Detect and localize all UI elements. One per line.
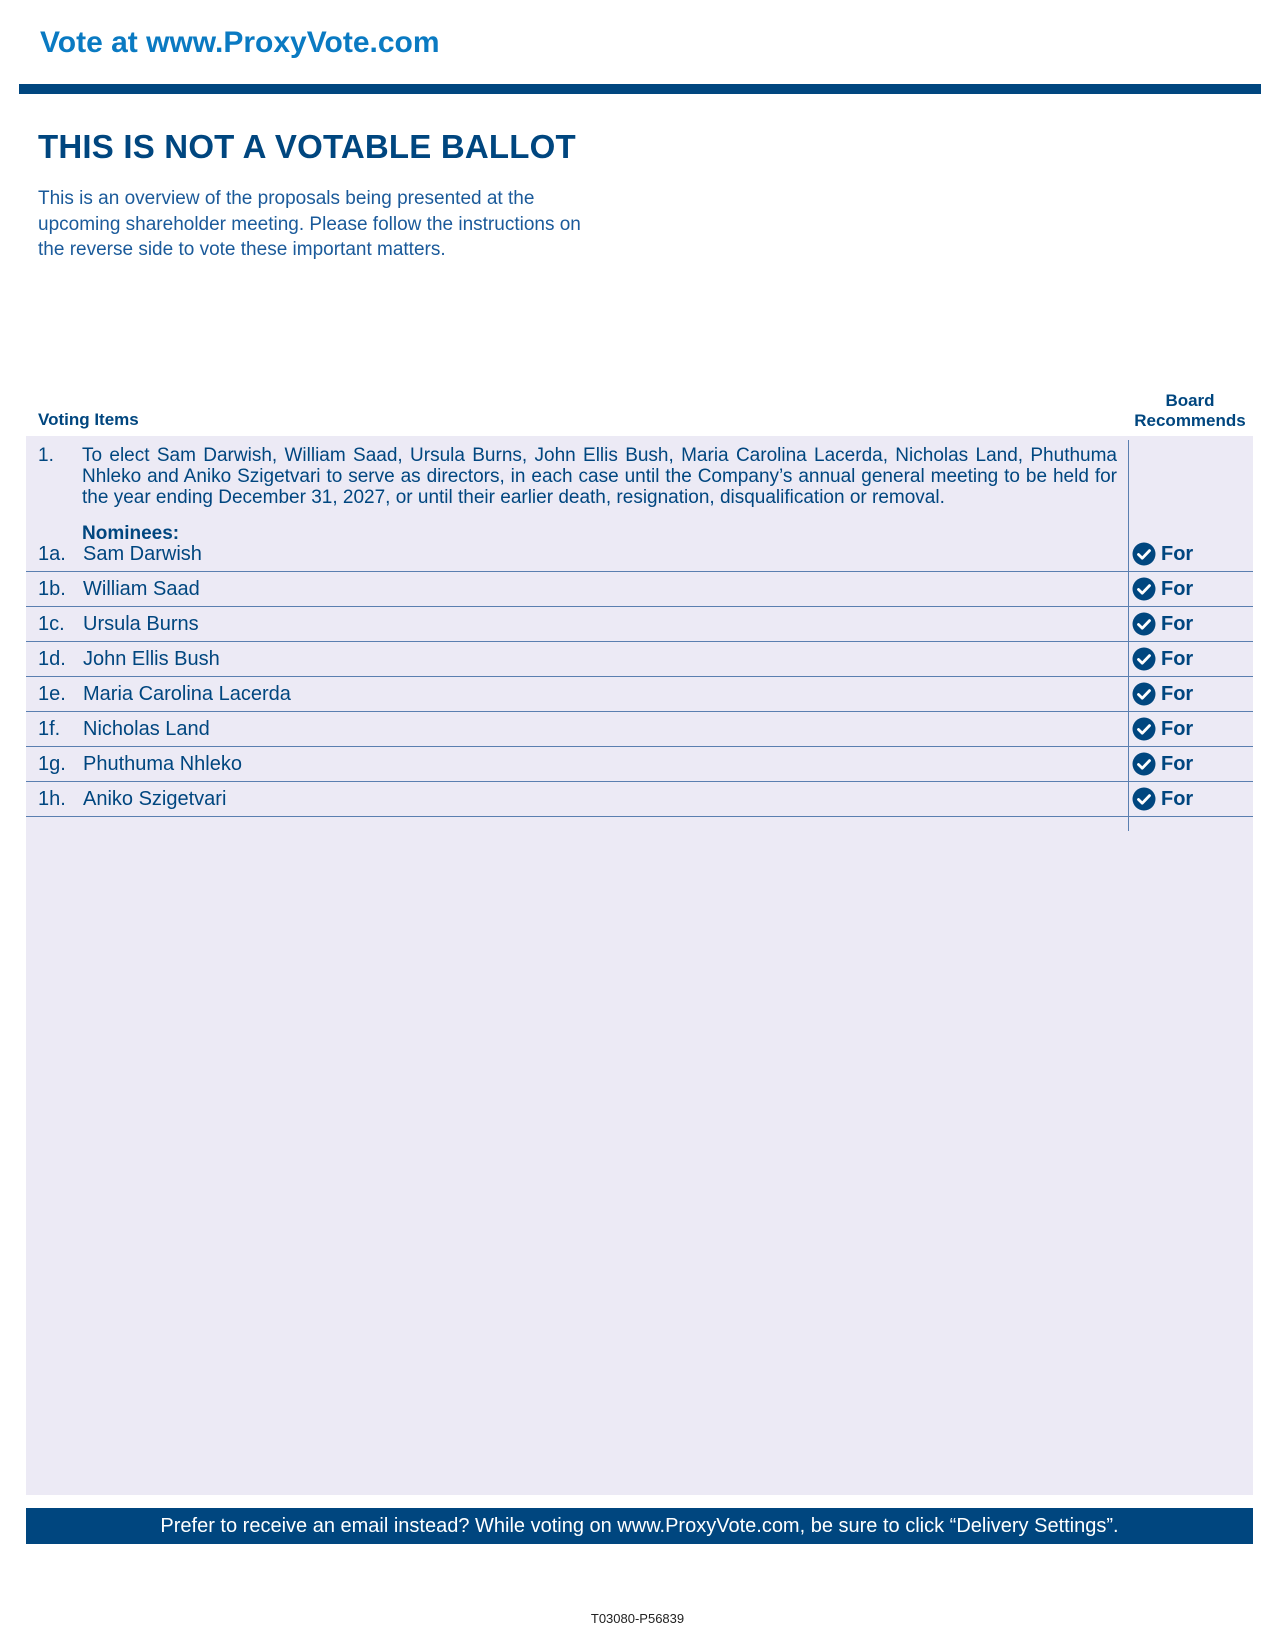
header-rule bbox=[19, 84, 1261, 94]
nominee-number: 1f. bbox=[38, 718, 61, 740]
nominee-number: 1e. bbox=[38, 683, 66, 705]
board-recommendation bbox=[1132, 647, 1193, 671]
nominee-number: 1g. bbox=[38, 753, 66, 775]
nominee-name: Phuthuma Nhleko bbox=[83, 753, 242, 775]
nominee-row bbox=[26, 642, 1253, 677]
nominee-name: John Ellis Bush bbox=[83, 648, 220, 670]
recommendation-label: For bbox=[1161, 577, 1194, 600]
intro-text bbox=[38, 186, 638, 263]
nominee-number: 1a. bbox=[38, 543, 66, 565]
nominee-number: 1c. bbox=[38, 613, 65, 635]
recommendation-label: For bbox=[1161, 682, 1194, 705]
board-header-line: Board bbox=[1165, 391, 1215, 410]
check-circle-icon bbox=[1132, 542, 1156, 566]
board-recommendation bbox=[1132, 717, 1193, 741]
nominee-row bbox=[26, 677, 1253, 712]
recommendation-label: For bbox=[1161, 717, 1194, 740]
check-circle-icon bbox=[1132, 577, 1156, 601]
recommendation-label: For bbox=[1161, 787, 1194, 810]
nominee-row bbox=[26, 572, 1253, 607]
board-recommendation bbox=[1132, 577, 1193, 601]
check-circle-icon bbox=[1132, 787, 1156, 811]
board-recommendation bbox=[1132, 542, 1193, 566]
nominee-row bbox=[26, 607, 1253, 642]
nominee-name: Ursula Burns bbox=[83, 613, 199, 635]
recommendation-label: For bbox=[1161, 752, 1194, 775]
nominees-label: Nominees: bbox=[82, 523, 180, 544]
document-code: T03080-P56839 bbox=[590, 1611, 685, 1626]
board-recommends-header bbox=[1120, 391, 1260, 430]
check-circle-icon bbox=[1132, 717, 1156, 741]
nominee-name: Nicholas Land bbox=[83, 718, 210, 740]
recommendation-label: For bbox=[1161, 542, 1194, 565]
board-recommendation bbox=[1132, 787, 1193, 811]
check-circle-icon bbox=[1132, 612, 1156, 636]
proxyvote-link[interactable]: Vote at www.ProxyVote.com bbox=[40, 26, 440, 59]
nominee-row bbox=[26, 747, 1253, 782]
nominee-row bbox=[26, 712, 1253, 747]
intro-line: upcoming shareholder meeting. Please follow the instructions on bbox=[38, 213, 581, 235]
proposal-text: To elect Sam Darwish, William Saad, Ursula Burns, John Ellis Bush, Maria Carolina Lacerda, Nicholas Land, Phuthuma Nhleko and Aniko Szigetvari to serve as directors, in each case until the Company’s annual general meeting to be held for the year ending December 31, 2027, or until their earlier death, resignation, disqualification or removal. bbox=[82, 445, 1117, 508]
nominee-row bbox=[26, 782, 1253, 817]
intro-line: This is an overview of the proposals being presented at the bbox=[38, 188, 535, 209]
nominee-number: 1b. bbox=[38, 578, 66, 600]
voting-items-header: Voting Items bbox=[38, 410, 139, 429]
check-circle-icon bbox=[1132, 647, 1156, 671]
recommendation-label: For bbox=[1161, 647, 1194, 670]
intro-line: the reverse side to vote these important matters. bbox=[38, 239, 446, 260]
nominee-name: Maria Carolina Lacerda bbox=[83, 683, 291, 705]
board-header-line: Recommends bbox=[1134, 410, 1246, 430]
board-recommendation bbox=[1132, 752, 1193, 776]
board-recommendation bbox=[1132, 612, 1193, 636]
nominee-number: 1d. bbox=[38, 648, 66, 670]
nominee-name: William Saad bbox=[83, 578, 200, 600]
email-delivery-notice: Prefer to receive an email instead? While voting on www.ProxyVote.com, be sure to click “Delivery Settings”. bbox=[26, 1508, 1253, 1544]
nominee-number: 1h. bbox=[38, 788, 66, 810]
check-circle-icon bbox=[1132, 682, 1156, 706]
recommendation-label: For bbox=[1161, 612, 1194, 635]
check-circle-icon bbox=[1132, 752, 1156, 776]
nominee-row bbox=[26, 537, 1253, 572]
board-recommendation bbox=[1132, 682, 1193, 706]
nominee-name: Sam Darwish bbox=[83, 543, 202, 565]
nominee-name: Aniko Szigetvari bbox=[83, 788, 227, 810]
proposal-number: 1. bbox=[38, 445, 54, 466]
page-title: THIS IS NOT A VOTABLE BALLOT bbox=[38, 128, 576, 165]
